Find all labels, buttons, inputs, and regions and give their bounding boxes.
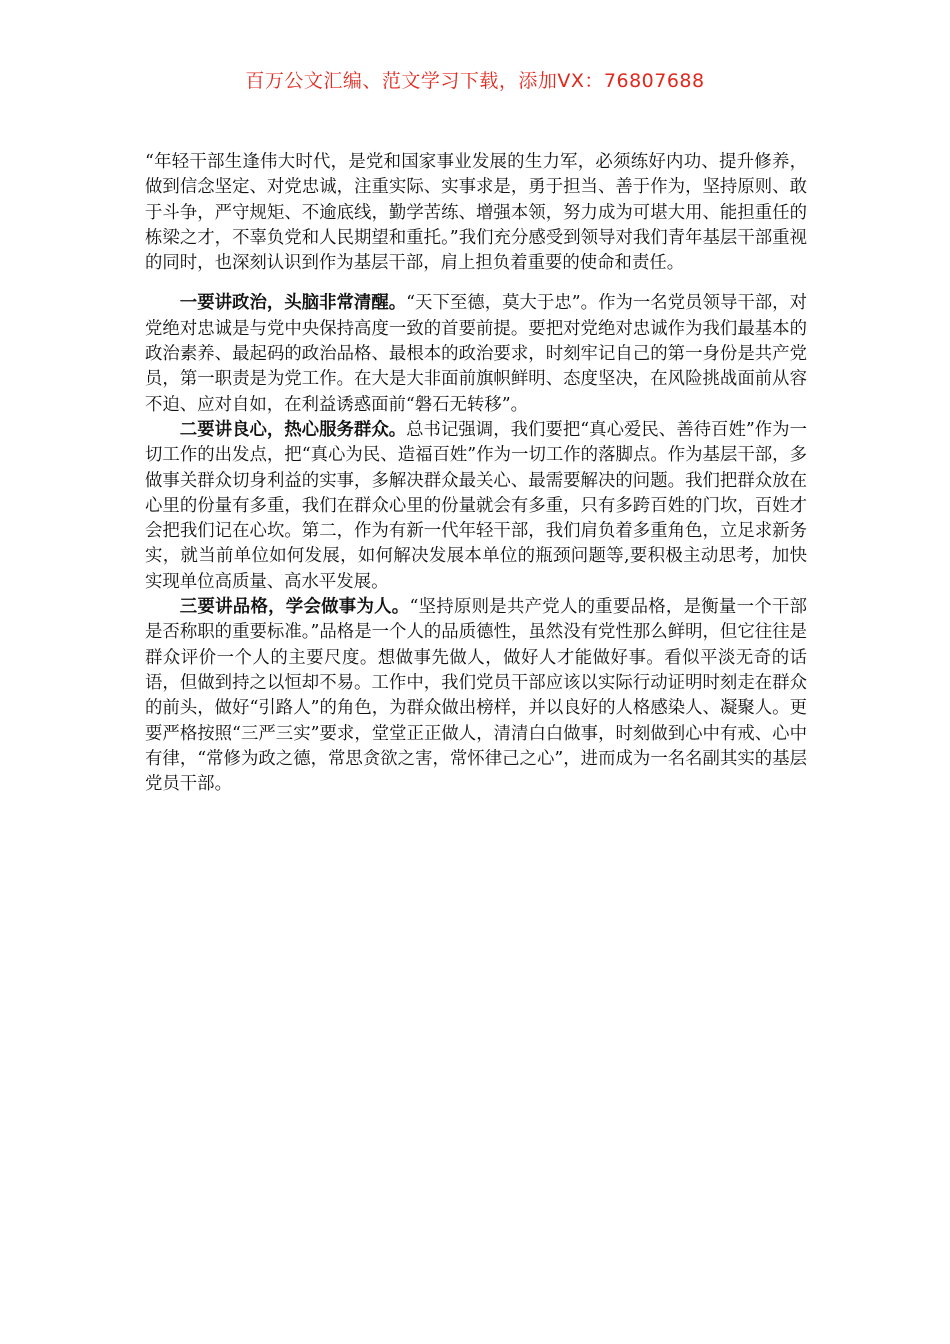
section-body-character: “坚持原则是共产党人的重要品格，是衡量一个干部是否称职的重要标准。”品格是一个人的品质德性，虽然没有党性那么鲜明，但它往往是群众评价一个人的主要尺度。想做事先做人，做好人才能做好事。看似平淡无奇的话语，但做到持之以恒却不易。工作中，我们党员干部应该以实际行动证明时刻走在群众的前头，做好“引路人”的角色，为群众做出榜样，并以良好的人格感染人、凝聚人。更要严格按照“三严三实”要求，堂堂正正做人，清清白白做事，时刻做到心中有戒、心中有律，“常修为政之德，常思贪欲之害，常怀律己之心”，进而成为一名名副其实的基层党员干部。 <box>145 597 807 795</box>
header-watermark-text: 百万公文汇编、范文学习下载，添加VX：76807688 <box>245 70 705 92</box>
section-body-politics: “天下至德，莫大于忠”。作为一名党员领导干部，对党绝对忠诚是与党中央保持高度一致的首要前提。要把对党绝对忠诚作为我们最基本的政治素养、最起码的政治品格、最根本的政治要求，时刻牢记自己的第一身份是共产党员，第一职责是为党工作。在大是大非面前旗帜鲜明、态度坚决，在风险挑战面前从容不迫、应对自如，在利益诱惑面前“磐石无转移”。 <box>145 293 807 415</box>
section-paragraph-conscience <box>145 418 807 595</box>
section-lead-conscience: 二要讲良心，热心服务群众。 <box>179 419 407 440</box>
document-body <box>145 150 807 797</box>
section-paragraph-character <box>145 595 807 797</box>
intro-paragraph: “年轻干部生逢伟大时代，是党和国家事业发展的生力军，必须练好内功、提升修养，做到信念坚定、对党忠诚，注重实际、实事求是，勇于担当、善于作为，坚持原则、敢于斗争，严守规矩、不逾底线，勤学苦练、增强本领，努力成为可堪大用、能担重任的栋梁之才，不辜负党和人民期望和重托。”我们充分感受到领导对我们青年基层干部重视的同时，也深刻认识到作为基层干部，肩上担负着重要的使命和责任。 <box>145 152 807 274</box>
section-body-conscience: 总书记强调，我们要把“真心爱民、善待百姓”作为一切工作的出发点，把“真心为民、造福百姓”作为一切工作的落脚点。作为基层干部，多做事关群众切身利益的实事，多解决群众最关心、最需要解决的问题。我们把群众放在心里的份量有多重，我们在群众心里的份量就会有多重，只有多跨百姓的门坎，百姓才会把我们记在心坎。第二，作为有新一代年轻干部，我们肩负着多重角色，立足求新务实，就当前单位如何发展，如何解决发展本单位的瓶颈问题等,要积极主动思考，加快实现单位高质量、高水平发展。 <box>145 419 807 592</box>
section-lead-character: 三要讲品格，学会做事为人。 <box>179 597 410 618</box>
section-paragraph-politics <box>145 291 807 417</box>
section-lead-politics: 一要讲政治，头脑非常清醒。 <box>179 293 407 314</box>
